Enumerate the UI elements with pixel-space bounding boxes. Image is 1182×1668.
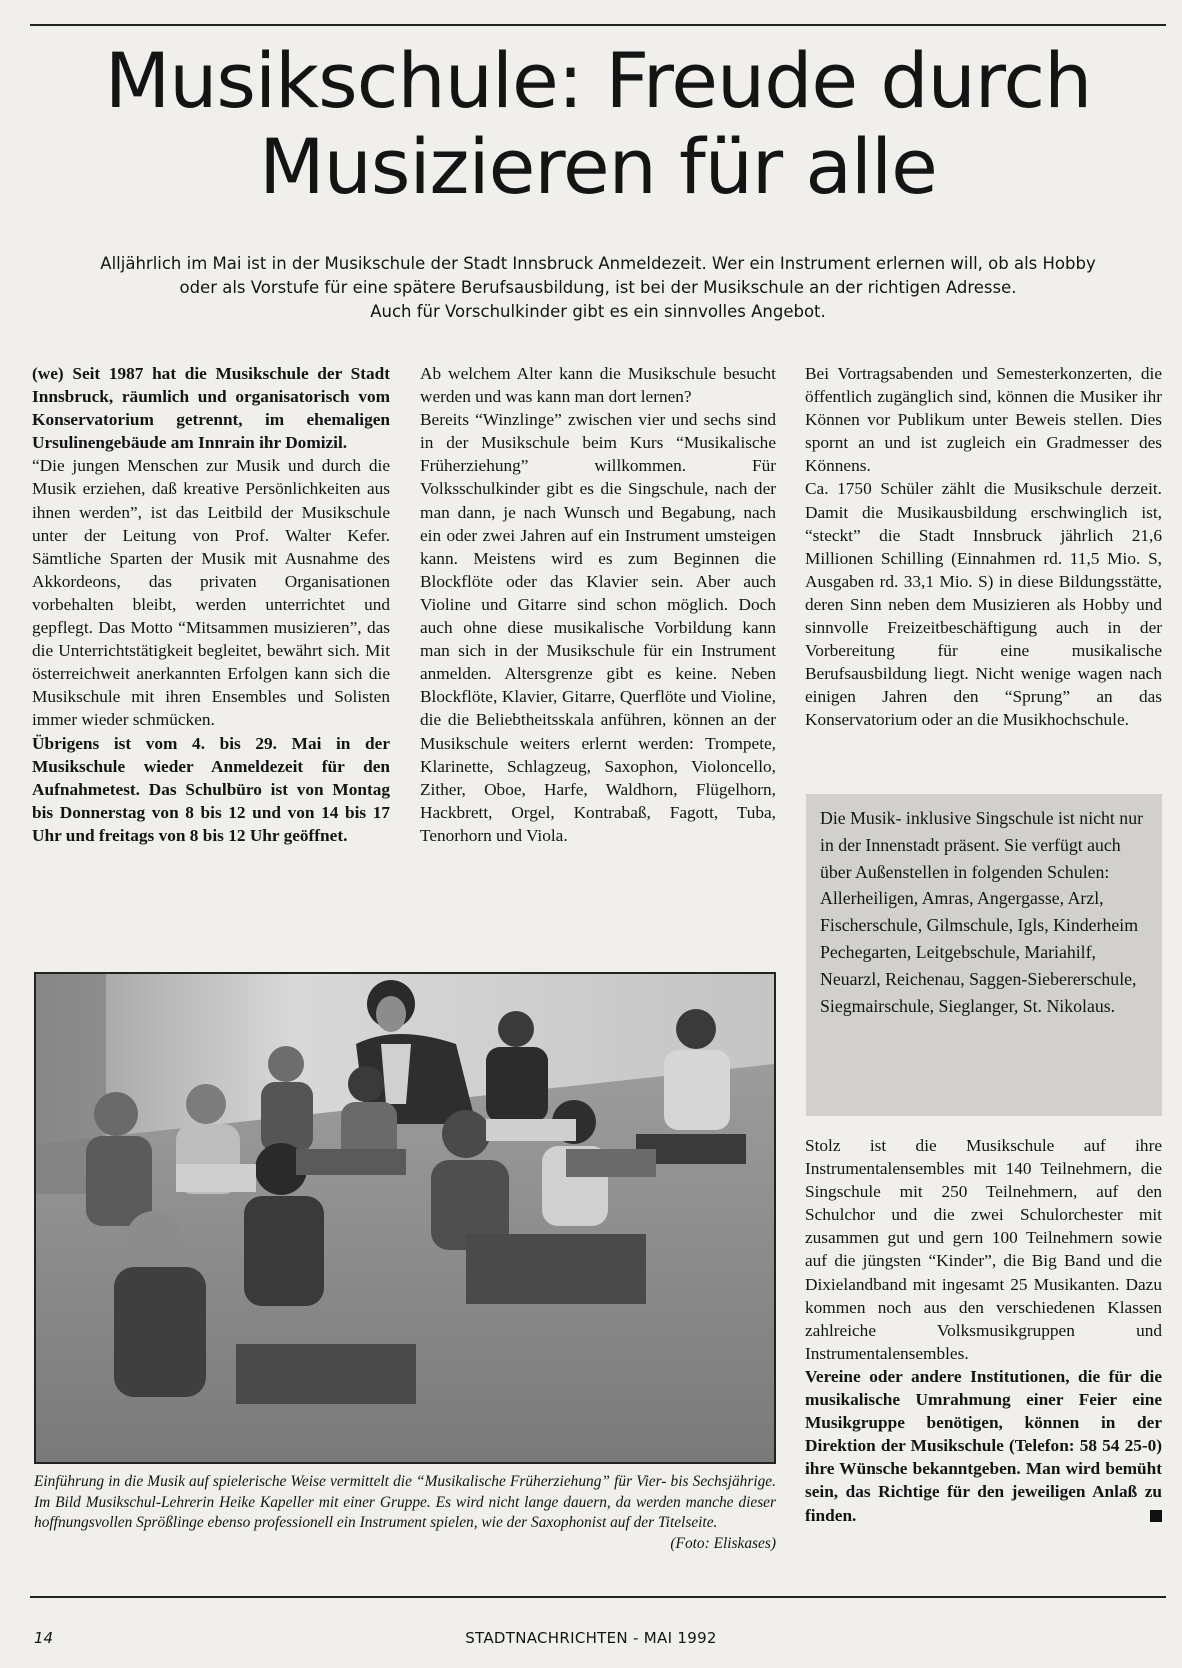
page-number: 14 bbox=[34, 1629, 54, 1647]
intro-paragraph bbox=[60, 252, 1136, 324]
column-3 bbox=[805, 362, 1162, 732]
question-paragraph: Ab welchem Alter kann die Musikschule besucht werden und was kann man dort lernen? bbox=[420, 364, 776, 407]
contact-paragraph bbox=[805, 1365, 1162, 1527]
top-rule bbox=[30, 24, 1166, 26]
contact-text: Vereine oder andere Institutionen, die für die musikalische Umrahmung einer Feier eine Musikgruppe benötigen, können in der Direktion der Musikschule (Telefon: 58 54 25-0) ihre Wünsche bekanntgeben. Man wird bemüht sein, das Richtige für den jeweiligen Anlaß zu finden. bbox=[805, 1366, 1162, 1525]
column-2 bbox=[420, 362, 776, 847]
column-3-continued bbox=[805, 1134, 1162, 1527]
branch-schools-box bbox=[806, 794, 1162, 1116]
column-1 bbox=[32, 362, 390, 847]
branch-schools-text: Die Musik- inklusive Singschule ist nicht nur in der Innenstadt präsent. Sie verfügt auch über Außenstellen in folgenden Schulen: Allerheiligen, Amras, Angergasse, Arzl, Fischerschule, Gilmschule, Igls, Kinderheim Pechegarten, Leitgebschule, Mariahilf, Neuarzl, Reichenau, Saggen-Siebererschule, Siegmairschule, Sieglanger, St. Nikolaus. bbox=[820, 808, 1144, 1016]
funding-paragraph: Ca. 1750 Schüler zählt die Musikschule derzeit. Damit die Musikausbildung erschwinglich ist, “steckt” die Stadt Innsbruck jährlich 21,6 Millionen Schilling (Einnahmen rd. 11,5 Mio. S, Ausgaben rd. 33,1 Mio. S) in diese Bildungsstätte, deren Sinn neben dem Musizieren als Hobby und sinnvolle Freizeitbeschäftigung auch in der Vorbereitung für eine musikalische Berufsausbildung liegt. Nicht wenige wagen nach einigen Jahren den “Sprung” an das Konservatorium oder an die Musikhochschule. bbox=[805, 479, 1162, 730]
registration-notice: Übrigens ist vom 4. bis 29. Mai in der Musikschule wieder Anmeldezeit für den Aufnahmetest. Das Schulbüro ist von Montag bis Donnerstag von 8 bis 12 und von 14 bis 17 Uhr und freitags von 8 bis 12 Uhr geöffnet. bbox=[32, 733, 390, 845]
classroom-photo bbox=[34, 972, 776, 1464]
headline bbox=[30, 38, 1166, 210]
instruments-paragraph: Bereits “Winzlinge” zwischen vier und sechs sind in der Musikschule beim Kurs “Musikalische Früherziehung” willkommen. Für Volksschulkinder gibt es die Singschule, nach der man dann, je nach Wunsch und Begabung, nach ein oder zwei Jahren auf ein Instrument umsteigen kann. Meistens wird es zum Beginnen die Blockflöte oder das Klavier sein. Aber auch Violine und Gitarre sind schon möglich. Doch auch ohne diese musikalische Vorbildung kann man sich in der Musikschule für ein Instrument anmelden. Altersgrenze gibt es keine. Neben Blockflöte, Klavier, Gitarre, Querflöte und Violine, die die Beliebtheitsskala anführen, können an der Musikschule weiters erlernt werden: Trompete, Klarinette, Schlagzeug, Saxophon, Violoncello, Zither, Oboe, Harfe, Waldhorn, Flügelhorn, Hackbrett, Orgel, Kontrabaß, Fagott, Tuba, Tenorhorn und Viola. bbox=[420, 410, 776, 845]
intro-line-2: oder als Vorstufe für eine spätere Berufsausbildung, ist bei der Musikschule an der richtigen Adresse. bbox=[179, 278, 1017, 297]
photo-caption bbox=[34, 1472, 776, 1554]
caption-text: Einführung in die Musik auf spielerische Weise vermittelt die “Musikalische Früherziehung” für Vier- bis Sechsjährige. Im Bild Musikschul-Lehrerin Heike Kapeller mit einer Gruppe. Es wird nicht lange dauern, da werden manche dieser hoffnungsvollen Sprößlinge ebenso professionell ein Instrument spielen, wie der Saxophonist auf der Titelseite. bbox=[34, 1473, 776, 1532]
intro-line-3: Auch für Vorschulkinder gibt es ein sinnvolles Angebot. bbox=[370, 302, 826, 321]
body-paragraph: “Die jungen Menschen zur Musik und durch die Musik erziehen, daß kreative Persönlichkeiten aus ihnen werden”, ist das Leitbild der Musikschule unter der Leitung von Prof. Walter Kefer. Sämtliche Sparten der Musik mit Ausnahme des Akkordeons, das privaten Organisationen vorbehalten bleibt, werden unterrichtet und gepflegt. Das Motto “Mitsammen musizieren”, das die Unterrichtstätigkeit begleitet, bewährt sich. Mit österreichweit anerkannten Erfolgen kann sich die Musikschule mit ihren Ensembles und Solisten immer wieder schmücken. bbox=[32, 456, 390, 730]
concerts-paragraph: Bei Vortragsabenden und Semesterkonzerten, die öffentlich zugänglich sind, können die Musiker ihr Können vor Publikum unter Beweis stellen. Dies spornt an und ist zugleich ein Gradmesser des Könnens. bbox=[805, 364, 1162, 476]
end-of-article-mark bbox=[1150, 1510, 1162, 1522]
intro-line-1: Alljährlich im Mai ist in der Musikschule der Stadt Innsbruck Anmeldezeit. Wer ein Instrument erlernen will, ob als Hobby bbox=[100, 254, 1096, 273]
headline-line-2: Musizieren für alle bbox=[259, 122, 937, 211]
bottom-rule bbox=[30, 1596, 1166, 1598]
headline-line-1: Musikschule: Freude durch bbox=[104, 36, 1092, 125]
ensembles-paragraph: Stolz ist die Musikschule auf ihre Instrumentalensembles mit 140 Teilnehmern, die Singschule mit 250 Teilnehmern, auf den Schulchor und die zwei Schulorchester mit zusammen gut und gern 100 Teilnehmern sowie auf die jüngsten “Kinder”, die Big Band und die Dixielandband mit ingesamt 25 Musikanten. Dazu kommen noch aus den verschiedenen Klassen zahlreiche Volksmusikgruppen und Instrumentalensembles. bbox=[805, 1136, 1162, 1363]
lead-paragraph: (we) Seit 1987 hat die Musikschule der Stadt Innsbruck, räumlich und organisatorisch vom Konservatorium getrennt, im ehemaligen Ursulinengebäude am Innrain ihr Domizil. bbox=[32, 364, 390, 453]
photo-credit: (Foto: Eliskases) bbox=[670, 1534, 776, 1552]
publication-footer: STADTNACHRICHTEN - MAI 1992 bbox=[465, 1629, 717, 1647]
photo-illustration bbox=[36, 974, 774, 1462]
